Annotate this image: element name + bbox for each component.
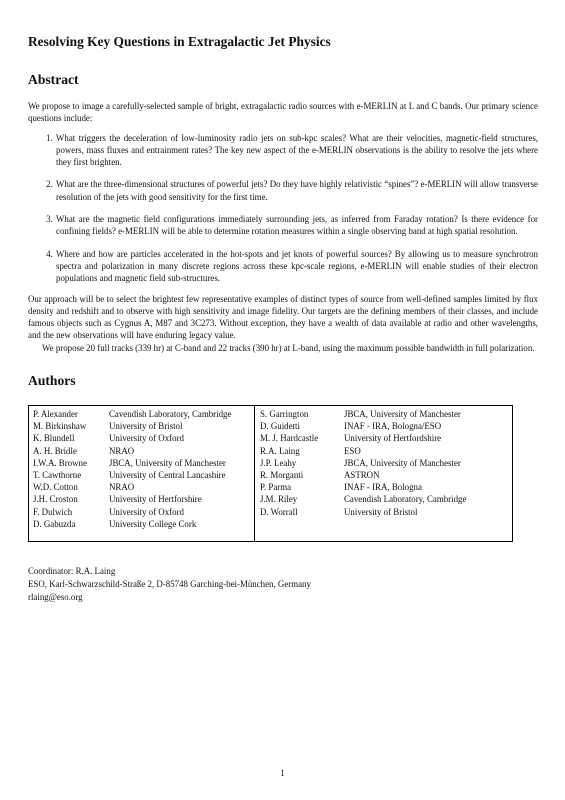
author-row (33, 506, 253, 518)
author-affiliation: JBCA, University of Manchester (344, 409, 461, 420)
proposal-paragraph: We propose 20 full tracks (339 hr) at C-band and 22 tracks (390 hr) at L-band, using the maximum possible bandwidth in full polarization. (42, 342, 535, 353)
author-row (260, 493, 510, 505)
author-row (33, 469, 253, 481)
approach-paragraph: Our approach will be to select the brightest few representative examples of distinct types of source from well-defined samples limited by flux density and redshift and to observe with high sensitivity and image fidelity. Our targets are the defining members of their classes, and include famous objects such as Cygnus A, M87 and 3C273. Without exception, they have a wealth of data available at radio and other wavelengths, and the new observations will have enduring legacy value. (28, 293, 538, 341)
author-name: D. Gabuzda (33, 518, 76, 529)
author-row (33, 420, 253, 432)
author-row (33, 481, 253, 493)
author-name: S. Garrington (260, 409, 309, 420)
author-row (33, 408, 253, 420)
author-row (260, 469, 510, 481)
author-name: D. Worrall (260, 506, 298, 517)
author-affiliation: University of Hertforshire (109, 494, 202, 505)
author-affiliation: University of Hertfordshire (344, 433, 442, 444)
author-row (33, 457, 253, 469)
author-row (260, 506, 510, 518)
author-name: J.P. Leahy (260, 457, 297, 468)
author-name: W.D. Cotton (33, 482, 78, 493)
page-number: 1 (280, 768, 285, 778)
author-name: K. Blundell (33, 433, 75, 444)
author-affiliation: JBCA, University of Manchester (344, 457, 461, 468)
paper-title: Resolving Key Questions in Extragalactic Jet Physics (28, 34, 331, 49)
author-name: I.W.A. Browne (33, 457, 87, 468)
author-name: J.M. Riley (260, 494, 298, 505)
author-affiliation: JBCA, University of Manchester (109, 457, 226, 468)
author-name: M. J. Hardcastle (260, 433, 319, 444)
author-name: R.A. Laing (260, 445, 300, 456)
science-questions-list (28, 132, 538, 285)
abstract-heading: Abstract (28, 72, 79, 87)
column-divider (254, 406, 255, 541)
author-affiliation: University of Central Lancashire (109, 470, 226, 481)
author-name: P. Parma (260, 482, 292, 493)
author-name: T. Cawthorne (33, 470, 82, 481)
author-affiliation: University of Bristol (344, 506, 418, 517)
coordinator-email: rlaing@eso.org (28, 592, 83, 603)
abstract-intro: We propose to image a carefully-selected sample of bright, extragalactic radio sources with e-MERLIN at L and C bands. Our primary science questions include: (28, 101, 538, 124)
author-affiliation: NRAO (109, 482, 135, 493)
author-affiliation: University of Oxford (109, 433, 184, 444)
author-affiliation: University of Oxford (109, 506, 184, 517)
author-name: J.H. Croston (33, 494, 78, 505)
authors-right-column (260, 408, 510, 518)
author-name: P. Alexander (33, 409, 78, 420)
author-affiliation: Cavendish Laboratory, Cambridge (344, 494, 467, 505)
authors-heading: Authors (28, 373, 76, 389)
science-question: 3. What are the magnetic field configurations immediately surrounding jets, as inferred from Faraday rotation? Is there evidence for confining fields? e-MERLIN will be able to determine rotation measures within a single observing band at high spatial resolution. (55, 213, 538, 238)
author-affiliation: INAF - IRA, Bologna (344, 482, 422, 493)
coordinator-address: ESO, Karl-Schwarzschild-Straße 2, D-85748 Garching-bei-München, Germany (28, 579, 311, 590)
author-name: A. H. Bridle (33, 445, 77, 456)
author-name: F. Dulwich (33, 506, 73, 517)
author-name: R. Morganti (260, 470, 304, 481)
science-question: 4. Where and how are particles accelerated in the hot-spots and jet knots of powerful sources? By allowing us to measure synchrotron spectra and polarization in many discrete regions across these kpc-scale regions, e-MERLIN will enable studies of their electron populations and magnetic field sub-structures. (55, 248, 538, 285)
author-affiliation: ASTRON (344, 470, 380, 481)
author-row (33, 445, 253, 457)
author-row (260, 408, 510, 420)
authors-table (28, 405, 513, 542)
author-name: D. Guidetti (260, 421, 300, 432)
author-name: M. Birkinshaw (33, 421, 87, 432)
author-row (260, 445, 510, 457)
author-row (33, 432, 253, 444)
author-row (33, 493, 253, 505)
author-affiliation: University College Cork (109, 518, 197, 529)
author-row (260, 432, 510, 444)
author-row (260, 457, 510, 469)
coordinator-block (28, 565, 538, 605)
coordinator-line: Coordinator: R.A. Laing (28, 566, 116, 577)
author-row (260, 481, 510, 493)
author-affiliation: University of Bristol (109, 421, 183, 432)
authors-left-column (33, 408, 253, 530)
author-affiliation: INAF - IRA, Bologna/ESO (344, 421, 442, 432)
author-affiliation: NRAO (109, 445, 135, 456)
document-page (28, 34, 538, 605)
science-question: 1. What triggers the deceleration of low-luminosity radio jets on sub-kpc scales? What are their velocities, magnetic-field structures, powers, mass fluxes and entrainment rates? The key new aspect of the e-MERLIN observations is the ability to resolve the jets where they first brighten. (55, 132, 538, 169)
science-question: 2. What are the three-dimensional structures of powerful jets? Do they have highly relativistic “spines”? e-MERLIN will allow transverse resolution of the jets with good sensitivity for the first time. (55, 178, 538, 203)
author-row (260, 420, 510, 432)
author-affiliation: ESO (344, 445, 361, 456)
author-row (33, 518, 253, 530)
author-affiliation: Cavendish Laboratory, Cambridge (109, 409, 232, 420)
